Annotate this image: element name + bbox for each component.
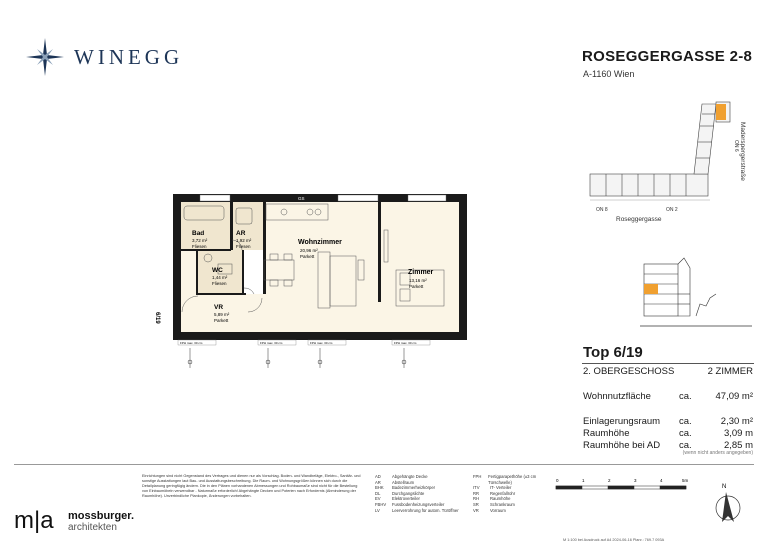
room-name-zimmer: Zimmer [408, 269, 434, 276]
abbr-row: FPH Fertigparapethöhe (±3 cm Türschwelle) [473, 474, 537, 485]
fph-label-3: FPH max. 30 cm [310, 341, 333, 345]
abbr-row: AD Abgehängte Decke [375, 474, 428, 479]
winegg-star-logo-icon [26, 38, 64, 76]
fph-label-2: FPH max. 30 cm [260, 341, 283, 345]
floor-plan [154, 190, 480, 370]
abbr-row: FBHV Fussbodenheizungsverteiler [375, 501, 445, 507]
fph-label-1: FPH max. 30 cm [180, 341, 203, 345]
room-name-ar: AR [236, 230, 246, 237]
architect-name: mossburger. [68, 510, 135, 522]
mark-unit: 6/19 [154, 312, 160, 324]
scale-tick: 2 [608, 478, 611, 483]
info-row-area [583, 391, 753, 402]
info-label: Einlagerungsraum [583, 416, 661, 427]
abbr-row: BHK Badezimmerheizkörper [375, 485, 436, 491]
abbreviations-right [473, 474, 553, 513]
abbr-row: RH Raumhöhe [473, 496, 511, 502]
scale-bar [546, 474, 696, 518]
info-label: Wohnnutzfläche [583, 391, 651, 402]
brand-name: WINEGG [74, 45, 184, 69]
info-ca: ca. [679, 440, 692, 451]
entrance-label-3: ON 6 [733, 140, 739, 152]
floor-highlight [644, 284, 658, 294]
room-floor-wohnzimmer: Parkett [300, 254, 315, 259]
scale-tick: 4 [660, 478, 663, 483]
abbr-row: EV Elektroverteiler [375, 496, 420, 502]
abbr-row: SR Schrankraum [473, 501, 515, 507]
room-floor-vr: Parkett [214, 318, 229, 323]
info-ca: ca. [679, 416, 692, 427]
info-value: 2,30 m² [720, 416, 753, 427]
north-arrow-icon [708, 478, 748, 530]
abbr-row: DL Durchgangslichte [375, 490, 425, 496]
abbr-row: LV Leerverrohrung für autom. Türöffner [375, 507, 459, 513]
footer-divider [14, 464, 754, 465]
north-label: N [722, 484, 727, 490]
room-area-bad: 3,72 m² [192, 238, 208, 243]
info-value: 47,09 m² [715, 391, 753, 402]
unit-top: Top 6/19 [583, 344, 643, 361]
entrance-label-2: ON 2 [666, 207, 678, 213]
room-floor-ar: Fliesen [236, 244, 251, 249]
mark-gs: GS [298, 196, 305, 201]
room-area-vr: 5,89 m² [214, 312, 230, 317]
abbr-row: AR Abstellraum [375, 479, 415, 485]
scale-tick: 0 [556, 478, 559, 483]
section-drawing [640, 254, 754, 332]
disclaimer-text: Einrichtungen sind nicht Gegenstand des Vertrages und dienen nur als Vorschlag. Boden- und Wandbeläge, Elektro-, Sanitär- und sonstige Ausstattungen laut Bau- und Ausstattungsbeschreibung. Die Raum- und Wohnungsgrößen können sich durch die Detailplanung geringfügig ändern. Die in den Plänen vorhandenen Abmessungen und Rohbaumaße sind nicht für die Bestellung von Einbaumöbeln verwendbar - Naturmaße erforderlich! Abgehängte Decken und Poterien nach Erfordernis (Abminderung der Raumhöhe). Unverbindliche Plankopie, Änderungen vorbehalten. [142, 474, 361, 499]
abbr-row: ITV IT- Verteiler [473, 485, 512, 491]
info-divider [582, 363, 754, 364]
scale-tick: 1 [582, 478, 585, 483]
abbreviations-left [375, 474, 470, 513]
info-row-height [583, 428, 753, 439]
room-name-vr: VR [214, 304, 224, 311]
info-label: Raumhöhe [583, 428, 630, 439]
info-value: 3,09 m [723, 428, 753, 439]
site-plan [586, 96, 758, 230]
room-name-wohnzimmer: Wohnzimmer [298, 239, 342, 246]
unit-highlight [716, 104, 726, 120]
info-label: Raumhöhe bei AD [583, 440, 661, 451]
fph-label-4: FPH max. 30 cm [394, 341, 417, 345]
room-name-bad: Bad [192, 230, 205, 237]
unit-floor-row [583, 366, 753, 377]
scale-tick: 3 [634, 478, 637, 483]
unit-rooms-count: 2 ZIMMER [707, 366, 753, 377]
street-label: Roseggergasse [616, 216, 662, 223]
room-area-zimmer: 13,16 m² [409, 278, 427, 283]
unit-floor: 2. OBERGESCHOSS [583, 366, 675, 377]
room-area-wohnzimmer: 20,96 m² [300, 248, 318, 253]
info-ca: ca. [679, 428, 692, 439]
project-city: A-1160 Wien [583, 69, 635, 79]
scale-tick: 5m [682, 478, 689, 483]
abbr-row: RR Regenfallrohr [473, 490, 516, 496]
architect-sub: architekten [68, 522, 117, 533]
side-street-label: Maderspergerstraße [739, 122, 746, 181]
height-note: (wenn nicht anders angegeben) [682, 450, 753, 456]
entrance-label-1: ON 8 [596, 207, 608, 213]
room-floor-wc: Fliesen [212, 281, 227, 286]
info-ca: ca. [679, 391, 692, 402]
info-value: 2,85 m [723, 440, 753, 451]
project-street: ROSEGGERGASSE 2-8 [582, 48, 753, 65]
room-area-ar: 1,92 m² [236, 238, 252, 243]
room-area-wc: 1,44 m² [212, 275, 228, 280]
scale-caption: M 1:100 bei Ausdruck auf A4 2024-06-16 Planr.: 769.7 093A [563, 538, 665, 542]
room-floor-bad: Fliesen [192, 244, 207, 249]
room-name-wc: WC [212, 267, 223, 274]
architect-logo: m|a [14, 507, 54, 534]
info-row-storage [583, 416, 753, 427]
room-floor-zimmer: Parkett [409, 284, 424, 289]
abbr-row: VR Vorraum [473, 507, 506, 513]
